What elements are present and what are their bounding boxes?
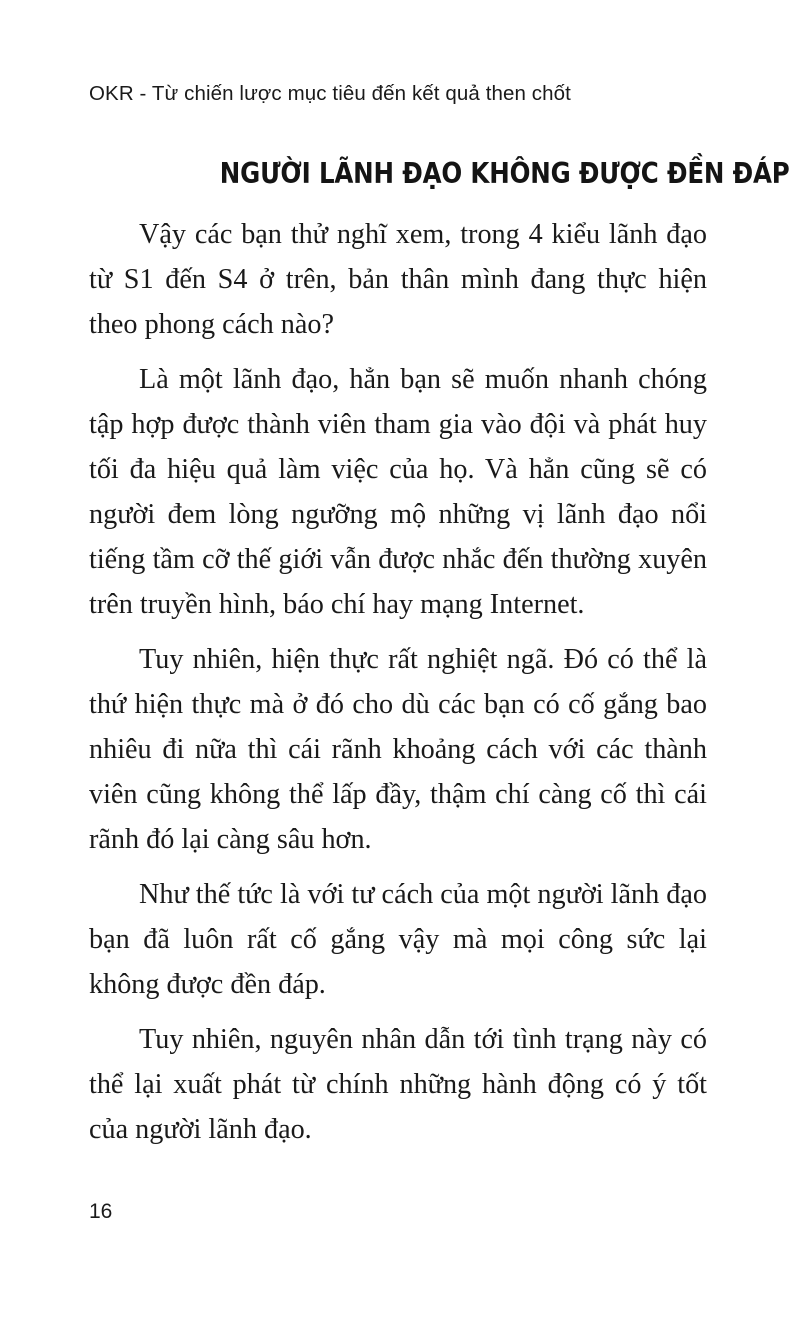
body-text <box>89 212 707 1162</box>
chapter-title: NGƯỜI LÃNH ĐẠO KHÔNG ĐƯỢC ĐỀN ĐÁP <box>219 157 790 190</box>
paragraph: Như thế tức là với tư cách của một người lãnh đạo bạn đã luôn rất cố gắng vậy mà mọi công sức lại không được đền đáp. <box>89 879 707 1000</box>
paragraph: Vậy các bạn thử nghĩ xem, trong 4 kiểu lãnh đạo từ S1 đến S4 ở trên, bản thân mình đang thực hiện theo phong cách nào? <box>89 219 707 340</box>
running-header: OKR - Từ chiến lược mục tiêu đến kết quả then chốt <box>89 82 571 105</box>
paragraph: Là một lãnh đạo, hẳn bạn sẽ muốn nhanh chóng tập hợp được thành viên tham gia vào đội và phát huy tối đa hiệu quả làm việc của họ. Và hẳn cũng sẽ có người đem lòng ngưỡng mộ những vị lãnh đạo nổi tiếng tầm cỡ thế giới vẫn được nhắc đến thường xuyên trên truyền hình, báo chí hay mạng Internet. <box>89 364 707 620</box>
page-number: 16 <box>89 1200 113 1223</box>
paragraph: Tuy nhiên, hiện thực rất nghiệt ngã. Đó có thể là thứ hiện thực mà ở đó cho dù các bạn có cố gắng bao nhiêu đi nữa thì cái rãnh khoảng cách với các thành viên cũng không thể lấp đầy, thậm chí càng cố thì cái rãnh đó lại càng sâu hơn. <box>89 644 707 855</box>
paragraph: Tuy nhiên, nguyên nhân dẫn tới tình trạng này có thể lại xuất phát từ chính những hành động có ý tốt của người lãnh đạo. <box>89 1024 707 1145</box>
